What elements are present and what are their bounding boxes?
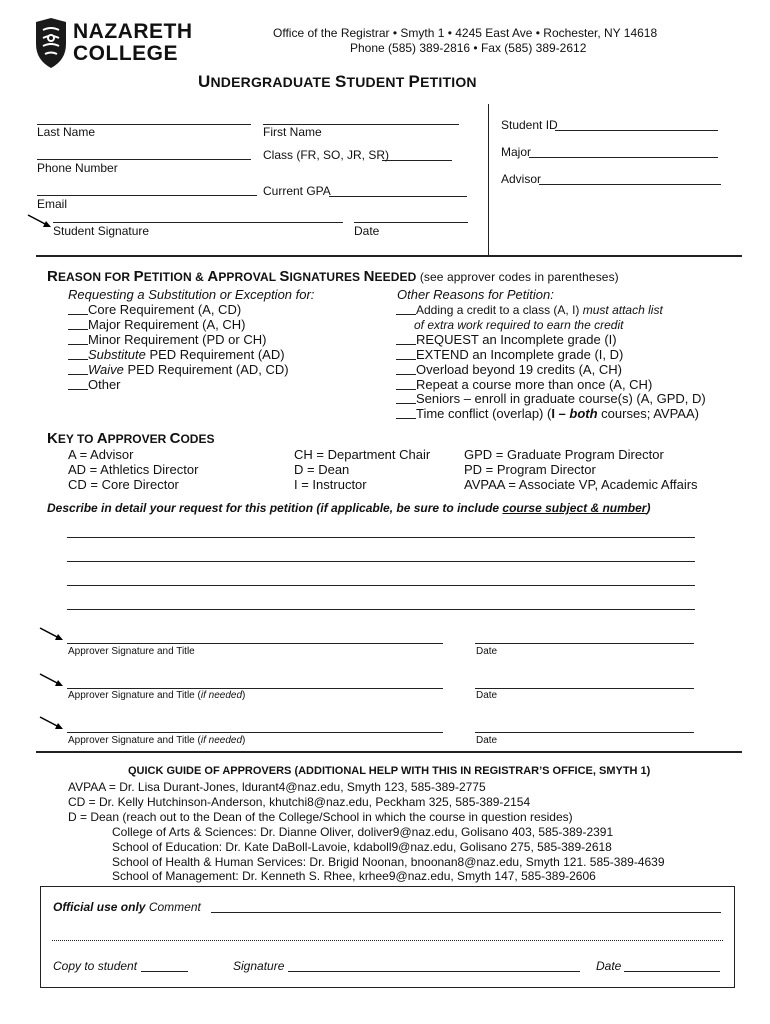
description-line[interactable] <box>67 609 695 610</box>
copy-to-student-input[interactable] <box>141 971 188 972</box>
page-title: UNDERGRADUATE STUDENT PETITION <box>198 72 477 91</box>
copy-to-student-label: Copy to student <box>53 959 138 973</box>
arrow-icon <box>39 627 65 643</box>
option-time-conflict[interactable]: Time conflict (overlap) (I – both courses; AVPAA) <box>396 406 699 421</box>
student-signature-input[interactable] <box>53 222 343 223</box>
right-column-heading: Other Reasons for Petition: <box>397 287 554 302</box>
option-repeat-course[interactable]: Repeat a course more than once (A, CH) <box>396 377 652 392</box>
arrow-icon <box>39 673 65 689</box>
class-label: Class (FR, SO, JR, SR) <box>263 148 390 162</box>
class-input[interactable] <box>382 160 452 161</box>
approver-date-label: Date <box>476 735 498 746</box>
student-date-input[interactable] <box>354 222 468 223</box>
approver-date-input[interactable] <box>475 643 694 644</box>
option-core[interactable]: Core Requirement (A, CD) <box>68 302 241 317</box>
phone-input[interactable] <box>37 159 251 160</box>
option-extend-incomplete[interactable]: EXTEND an Incomplete grade (I, D) <box>396 347 623 362</box>
major-label: Major <box>501 145 532 159</box>
gpa-input[interactable] <box>329 196 467 197</box>
quick-guide-line: D = Dean (reach out to the Dean of the College/School in which the course in question resides) <box>68 810 573 824</box>
registrar-phone: Phone (585) 389-2816 • Fax (585) 389-2612 <box>350 41 587 55</box>
approver-date-input[interactable] <box>475 688 694 689</box>
key-code: I = Instructor <box>294 477 367 492</box>
option-minor[interactable]: Minor Requirement (PD or CH) <box>68 332 266 347</box>
quick-guide-school: College of Arts & Sciences: Dr. Dianne Oliver, doliver9@naz.edu, Golisano 403, 585-389-2391 <box>112 825 614 839</box>
official-comment-input[interactable] <box>211 912 721 913</box>
option-waive-ped[interactable]: Waive PED Requirement (AD, CD) <box>68 362 289 377</box>
official-comment-input-2[interactable] <box>52 940 723 941</box>
approver-signature-input[interactable] <box>67 688 443 689</box>
official-signature-input[interactable] <box>288 971 580 972</box>
logo-line-2: COLLEGE <box>73 42 179 65</box>
description-line[interactable] <box>67 585 695 586</box>
describe-instructions: Describe in detail your request for this petition (if applicable, be sure to include course subject & number) <box>47 501 651 515</box>
student-date-label: Date <box>354 224 380 238</box>
approver-signature-label: Approver Signature and Title (if needed) <box>68 735 246 746</box>
arrow-icon <box>39 716 65 732</box>
approver-signature-label: Approver Signature and Title <box>68 646 195 657</box>
quick-guide-school: School of Education: Dr. Kate DaBoll-Lavoie, kdaboll9@naz.edu, Golisano 275, 585-389-2618 <box>112 840 612 854</box>
shield-icon <box>34 18 68 68</box>
key-code: AD = Athletics Director <box>68 462 199 477</box>
left-column-heading: Requesting a Substitution or Exception for: <box>68 287 315 302</box>
official-use-row: Official use only Comment <box>53 900 201 914</box>
option-substitute-ped[interactable]: Substitute PED Requirement (AD) <box>68 347 285 362</box>
reason-heading: REASON FOR PETITION & APPROVAL SIGNATURES NEEDED (see approver codes in parentheses) <box>47 268 619 285</box>
student-id-label: Student ID <box>501 118 558 132</box>
approver-signature-label: Approver Signature and Title (if needed) <box>68 690 246 701</box>
email-input[interactable] <box>37 195 257 196</box>
description-line[interactable] <box>67 561 695 562</box>
student-id-input[interactable] <box>555 130 718 131</box>
option-request-incomplete[interactable]: REQUEST an Incomplete grade (I) <box>396 332 617 347</box>
key-code: GPD = Graduate Program Director <box>464 447 664 462</box>
quick-guide-school: School of Health & Human Services: Dr. Brigid Noonan, bnoonan8@naz.edu, Smyth 121. 585-389-4639 <box>112 855 665 869</box>
section-rule-bottom <box>36 751 742 753</box>
quick-guide-line: AVPAA = Dr. Lisa Durant-Jones, ldurant4@naz.edu, Smyth 123, 585-389-2775 <box>68 780 486 794</box>
quick-guide-heading: QUICK GUIDE OF APPROVERS (ADDITIONAL HELP WITH THIS IN REGISTRAR’S OFFICE, SMYTH 1) <box>128 765 651 777</box>
key-code: D = Dean <box>294 462 350 477</box>
registrar-address: Office of the Registrar • Smyth 1 • 4245 East Ave • Rochester, NY 14618 <box>273 26 658 40</box>
description-line[interactable] <box>67 537 695 538</box>
key-heading: KEY TO APPROVER CODES <box>47 430 215 447</box>
key-code: PD = Program Director <box>464 462 596 477</box>
vertical-divider <box>488 104 489 256</box>
approver-signature-input[interactable] <box>67 732 443 733</box>
option-adding-credit[interactable]: Adding a credit to a class (A, I) must attach list <box>396 303 663 317</box>
logo-line-1: NAZARETH <box>73 20 193 43</box>
gpa-label: Current GPA <box>263 184 331 198</box>
major-input[interactable] <box>529 157 718 158</box>
last-name-label: Last Name <box>37 125 96 139</box>
official-date-input[interactable] <box>624 971 720 972</box>
key-code: AVPAA = Associate VP, Academic Affairs <box>464 477 698 492</box>
approver-date-label: Date <box>476 646 498 657</box>
arrow-icon <box>27 214 53 230</box>
option-other[interactable]: Other <box>68 377 121 392</box>
approver-date-input[interactable] <box>475 732 694 733</box>
section-rule-top <box>36 255 742 257</box>
option-major[interactable]: Major Requirement (A, CH) <box>68 317 246 332</box>
approver-signature-input[interactable] <box>67 643 443 644</box>
option-overload[interactable]: Overload beyond 19 credits (A, CH) <box>396 362 622 377</box>
advisor-input[interactable] <box>539 184 721 185</box>
first-name-label: First Name <box>263 125 322 139</box>
quick-guide-school: School of Management: Dr. Kenneth S. Rhee, krhee9@naz.edu, Smyth 147, 585-389-2606 <box>112 869 596 883</box>
key-code: A = Advisor <box>68 447 134 462</box>
student-signature-label: Student Signature <box>53 224 150 238</box>
option-seniors-graduate[interactable]: Seniors – enroll in graduate course(s) (A, GPD, D) <box>396 391 706 406</box>
college-logo <box>34 18 194 70</box>
advisor-label: Advisor <box>501 172 542 186</box>
adding-credit-note: of extra work required to earn the credit <box>414 318 624 332</box>
approver-date-label: Date <box>476 690 498 701</box>
phone-label: Phone Number <box>37 161 118 175</box>
key-code: CD = Core Director <box>68 477 179 492</box>
official-signature-label: Signature <box>233 959 285 973</box>
email-label: Email <box>37 197 68 211</box>
key-code: CH = Department Chair <box>294 447 431 462</box>
official-date-label: Date <box>596 959 622 973</box>
quick-guide-line: CD = Dr. Kelly Hutchinson-Anderson, khutchi8@naz.edu, Peckham 325, 585-389-2154 <box>68 795 531 809</box>
